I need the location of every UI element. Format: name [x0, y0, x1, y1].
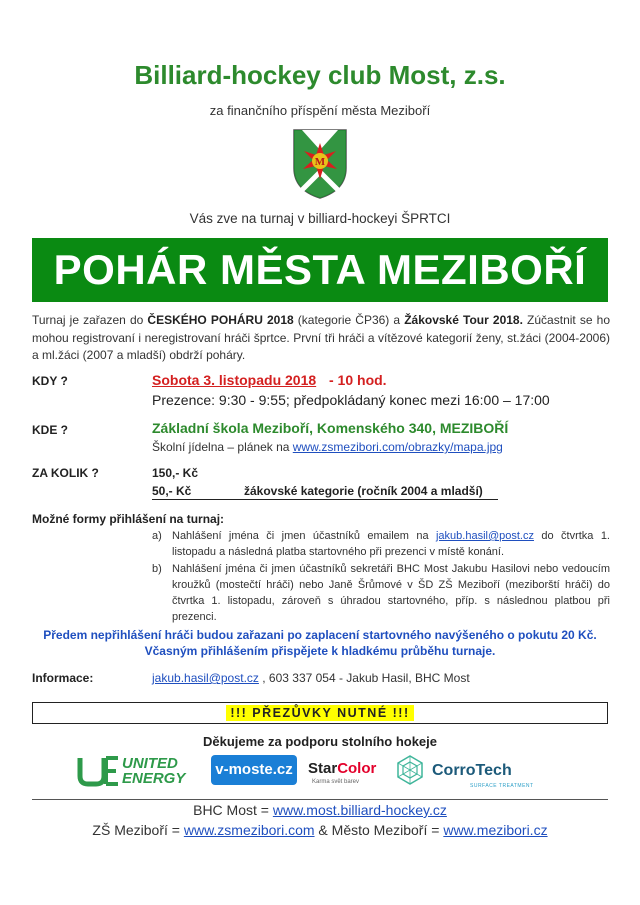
contact-email-link[interactable]: jakub.hasil@post.cz: [152, 671, 259, 685]
starcolor-tagline: Karma svět barev: [312, 779, 360, 785]
registration-list: [152, 528, 610, 626]
footer-town-line: ZŠ Meziboří = www.zsmezibori.com & Město Meziboří = www.mezibori.cz: [92, 822, 548, 838]
school-website-link[interactable]: www.zsmezibori.com: [183, 822, 315, 838]
early-registration-notice: Včasným přihlášením přispějete k hladkému průběhu turnaje.: [144, 644, 496, 658]
corrotech-logo: CorroTech: [432, 762, 512, 779]
footer-divider: [32, 799, 608, 800]
sponsor-thanks: Děkujeme za podporu stolního hokeje: [202, 734, 438, 749]
when-label: KDY ?: [32, 374, 68, 388]
info-label: Informace:: [32, 671, 94, 685]
email-link[interactable]: jakub.hasil@post.cz: [435, 530, 534, 542]
event-date: Sobota 3. listopadu 2018: [152, 372, 317, 388]
invitation-text: Vás zve na turnaj v billiard-hockeyi ŠPRTCI: [189, 211, 451, 226]
town-website-link[interactable]: www.mezibori.cz: [443, 822, 548, 838]
crystal-logo-icon: [394, 754, 426, 786]
starcolor-logo: StarColor: [308, 760, 377, 777]
list-item: b) Nahlášení jména či jmen účastníků sekretáři BHC Most Jakubu Hasilovi nebo vedoucím kroužků (mostečtí hráči) nebo Janě Šrůmové v ŠD ZŠ Meziboří (meziborští hráči) do čtvrtka 1. listopadu, zároveň s úhradou startovného, příp. s následnou platbou při prezenci.: [152, 563, 610, 623]
footer-bhc-line: BHC Most = www.most.billiard-hockey.cz: [193, 802, 447, 818]
bhc-website-link[interactable]: www.most.billiard-hockey.cz: [272, 802, 447, 818]
venue-name: Základní škola Meziboří, Komenského 340, MEZIBOŘÍ: [152, 420, 509, 436]
intro-paragraph: Turnaj je zařazen do ČESKÉHO POHÁRU 2018 (kategorie ČP36) a Žákovské Tour 2018. Zúčastnit se ho mohou registrovaní i neregistrovaní hráči šprtce. První tři hráči a vítězové kategorií ženy, st.žáci (2004-2006) a ml.žáci (2007 a mladší) obdrží poháry.: [32, 313, 610, 362]
map-link[interactable]: www.zsmezibori.com/obrazky/mapa.jpg: [292, 440, 503, 454]
list-item: a) Nahlášení jména či jmen účastníků emailem na jakub.hasil@post.cz do čtvrtka 1. listopadu a následná platba startovného při prezenci v místě konání.: [152, 530, 610, 558]
where-label: KDE ?: [32, 423, 68, 437]
slippers-required-text: !!! PŘEZŮVKY NUTNÉ !!!: [226, 705, 413, 721]
venue-note: Školní jídelna – plánek na www.zsmezibori.com/obrazky/mapa.jpg: [152, 440, 503, 454]
price-adult: 150,- Kč: [152, 466, 199, 480]
corrotech-tagline: SURFACE TREATMENT: [470, 783, 534, 789]
contact-info: jakub.hasil@post.cz , 603 337 054 - Jakub Hasil, BHC Most: [152, 671, 470, 685]
mezibori-crest-icon: [292, 128, 348, 200]
sponsor-subtitle: za finančního příspění města Meziboří: [209, 103, 431, 118]
late-registration-notice: Předem nepřihlášení hráči budou zařazani po zaplacení startovného navýšeného o pokutu 20 Kč.: [43, 628, 597, 642]
price-junior: 50,- Kč žákovské kategorie (ročník 2004 a mladší): [152, 484, 498, 500]
svg-text:M: M: [314, 156, 326, 168]
sponsor-logos: [76, 752, 566, 792]
club-title: Billiard-hockey club Most, z.s.: [134, 60, 506, 90]
event-time: - 10 hod.: [329, 372, 387, 388]
registration-title: Možné formy přihlášení na turnaj:: [32, 512, 225, 526]
price-label: ZA KOLIK ?: [32, 466, 99, 480]
slippers-required-box: [32, 702, 608, 724]
registration-time: Prezence: 9:30 - 9:55; předpokládaný konec mezi 16:00 – 17:00: [152, 392, 550, 408]
v-moste-logo: v-moste.cz: [211, 755, 297, 785]
united-energy-logo-text: UNITED ENERGY: [122, 755, 186, 787]
tournament-banner: POHÁR MĚSTA MEZIBOŘÍ: [32, 238, 608, 302]
united-energy-logo-icon: [76, 754, 120, 788]
